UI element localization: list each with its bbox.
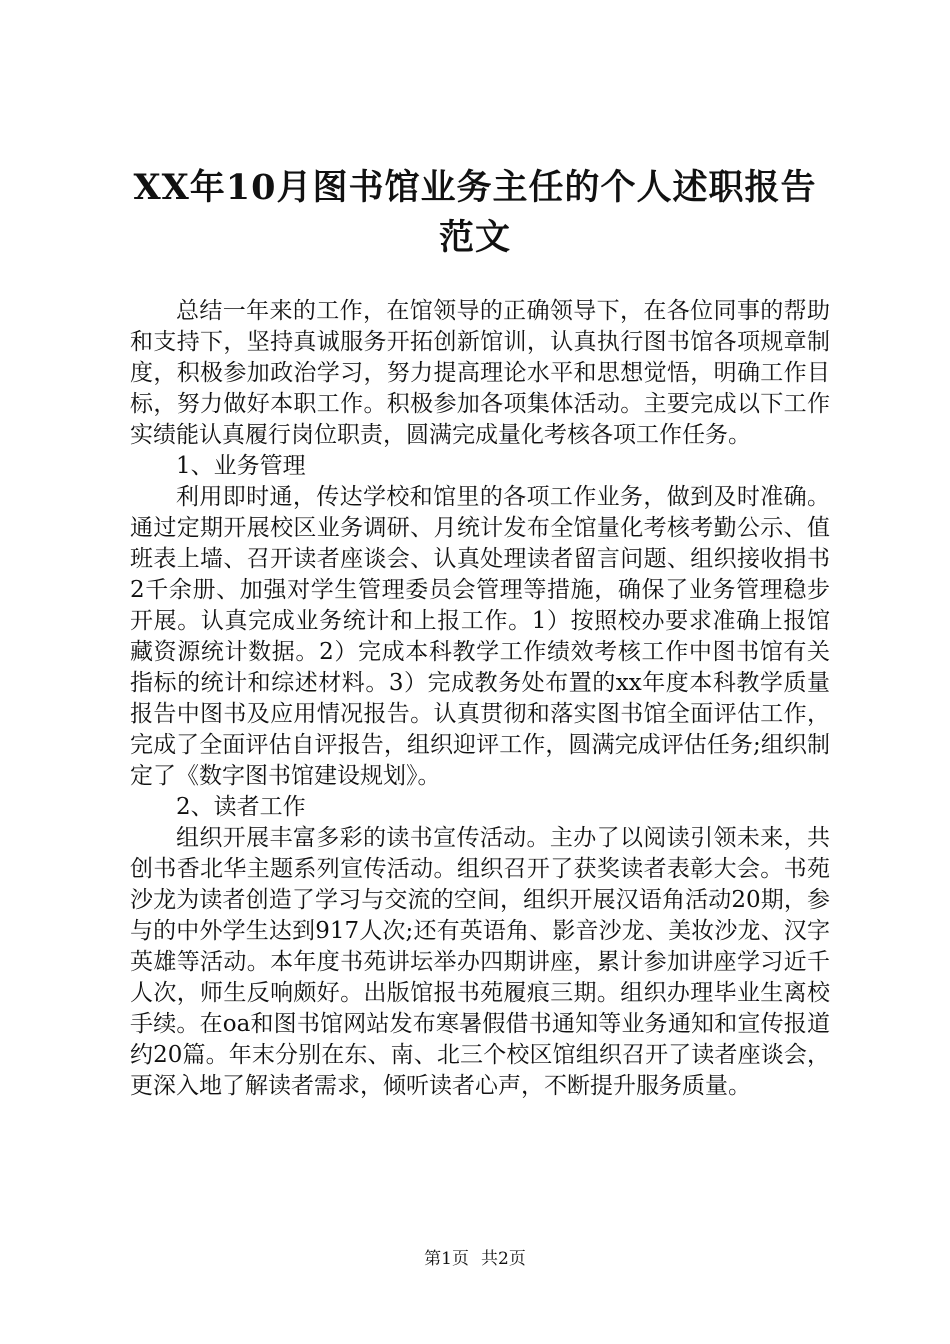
intro-paragraph: 总结一年来的工作，在馆领导的正确领导下，在各位同事的帮助和支持下，坚持真诚服务开拓创新馆训，认真执行图书馆各项规章制度，积极参加政治学习，努力提高理论水平和思想觉悟，明确工作目标，努力做好本职工作。积极参加各项集体活动。主要完成以下工作实绩能认真履行岗位职责，圆满完成量化考核各项工作任务。 xyxy=(130,298,830,448)
section-heading-business-management: 1、业务管理 xyxy=(176,453,306,479)
document-body xyxy=(130,296,830,1102)
section-heading-reader-work: 2、读者工作 xyxy=(176,794,306,820)
section-paragraph-reader-work: 组织开展丰富多彩的读书宣传活动。主办了以阅读引领未来，共创书香北华主题系列宣传活动。组织召开了获奖读者表彰大会。书苑沙龙为读者创造了学习与交流的空间，组织开展汉语角活动20期，参与的中外学生达到917人次;还有英语角、影音沙龙、美妆沙龙、汉字英雄等活动。本年度书苑讲坛举办四期讲座，累计参加讲座学习近千人次，师生反响颇好。出版馆报书苑履痕三期。组织办理毕业生离校手续。在oa和图书馆网站发布寒暑假借书通知等业务通知和宣传报道约20篇。年末分别在东、南、北三个校区馆组织召开了读者座谈会，更深入地了解读者需求，倾听读者心声，不断提升服务质量。 xyxy=(130,825,830,1099)
page-number: 第1页 xyxy=(424,1249,469,1269)
page-footer xyxy=(0,1248,950,1270)
page-total: 共2页 xyxy=(481,1249,526,1269)
document-title: XX年10月图书馆业务主任的个人述职报告范文 xyxy=(133,167,817,258)
section-paragraph-business-management: 利用即时通，传达学校和馆里的各项工作业务，做到及时准确。通过定期开展校区业务调研、月统计发布全馆量化考核考勤公示、值班表上墙、召开读者座谈会、认真处理读者留言问题、组织接收捐书2千余册、加强对学生管理委员会管理等措施，确保了业务管理稳步开展。认真完成业务统计和上报工作。1）按照校办要求准确上报馆藏资源统计数据。2）完成本科教学工作绩效考核工作中图书馆有关指标的统计和综述材料。3）完成教务处布置的xx年度本科教学质量报告中图书及应用情况报告。认真贯彻和落实图书馆全面评估工作，完成了全面评估自评报告，组织迎评工作，圆满完成评估任务;组织制定了《数字图书馆建设规划》。 xyxy=(130,484,830,789)
